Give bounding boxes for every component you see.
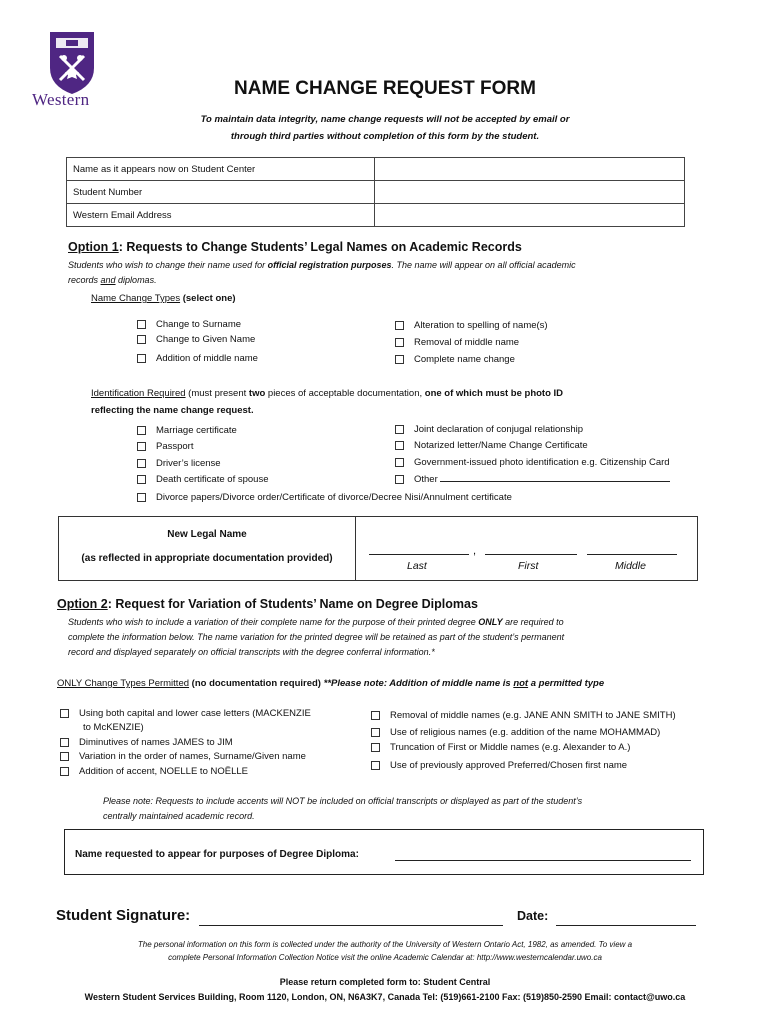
checkbox-icon[interactable] (395, 338, 404, 347)
type-complete-change[interactable]: Complete name change (395, 354, 515, 365)
type-change-surname[interactable]: Change to Surname (137, 319, 241, 330)
form-title: NAME CHANGE REQUEST FORM (234, 78, 536, 99)
other-field[interactable] (440, 481, 670, 482)
variation-accent[interactable]: Addition of accent, NOELLE to NOËLLE (60, 766, 248, 777)
diploma-name-field[interactable] (395, 848, 691, 861)
diploma-name-label: Name requested to appear for purposes of Degree Diploma: (75, 849, 359, 860)
return-instructions: Please return completed form to: Student Central (279, 977, 491, 987)
checkbox-icon[interactable] (137, 442, 146, 451)
checkbox-icon[interactable] (395, 355, 404, 364)
checkbox-icon[interactable] (395, 441, 404, 450)
first-name-line[interactable] (485, 543, 577, 555)
signature-field[interactable] (199, 909, 503, 926)
variation-capital-letters-cont: to McKENZIE) (83, 722, 144, 733)
current-name-field[interactable] (375, 158, 685, 181)
type-change-given-name[interactable]: Change to Given Name (137, 334, 255, 345)
checkbox-icon[interactable] (371, 711, 380, 720)
doc-death-certificate[interactable]: Death certificate of spouse (137, 474, 268, 485)
intro-line-1: To maintain data integrity, name change requests will not be accepted by email or (200, 114, 570, 125)
variation-religious[interactable]: Use of religious names (e.g. addition of the name MOHAMMAD) (371, 727, 660, 738)
checkbox-icon[interactable] (395, 321, 404, 330)
email-field[interactable] (375, 204, 685, 227)
email-label: Western Email Address (67, 204, 375, 227)
variation-preferred[interactable]: Use of previously approved Preferred/Chosen first name (371, 760, 627, 771)
last-label: Last (407, 560, 427, 572)
checkbox-icon[interactable] (371, 761, 380, 770)
checkbox-icon[interactable] (60, 709, 69, 718)
name-separator: , (473, 545, 477, 557)
doc-drivers-license[interactable]: Driver’s license (137, 458, 221, 469)
checkbox-icon[interactable] (60, 767, 69, 776)
doc-joint-declaration[interactable]: Joint declaration of conjugal relationship (395, 424, 583, 435)
checkbox-icon[interactable] (395, 425, 404, 434)
variation-truncation[interactable]: Truncation of First or Middle names (e.g. Alexander to A.) (371, 742, 630, 753)
contact-address: Western Student Services Building, Room 1120, London, ON, N6A3K7, Canada Tel: (519)661-2100 Fax: (519)850-2590 Email: contact@uwo.ca (84, 992, 686, 1002)
new-legal-name-label: New Legal Name (167, 529, 247, 540)
checkbox-icon[interactable] (371, 743, 380, 752)
checkbox-icon[interactable] (371, 728, 380, 737)
current-name-label: Name as it appears now on Student Center (67, 158, 375, 181)
option2-heading: Option 2: Request for Variation of Students’ Name on Degree Diplomas (57, 597, 478, 611)
date-label: Date: (517, 909, 549, 923)
type-alter-spelling[interactable]: Alteration to spelling of name(s) (395, 320, 548, 331)
middle-name-line[interactable] (587, 543, 677, 555)
checkbox-icon[interactable] (395, 458, 404, 467)
privacy-notice: The personal information on this form is collected under the authority of the University of Western Ontario Act, 1982, as amended. To view a complete Personal Information Collection Notice visit the online Academic Calendar at: http://www.westerncalendar.uwo.ca (137, 940, 633, 962)
doc-government-photo-id[interactable]: Government-issued photo identification e.g. Citizenship Card (395, 457, 670, 468)
doc-notarized-letter[interactable]: Notarized letter/Name Change Certificate (395, 440, 588, 451)
first-label: First (518, 560, 539, 572)
checkbox-icon[interactable] (137, 335, 146, 344)
accent-note: Please note: Requests to include accents will NOT be included on official transcripts or displayed as part of the student’s centrally maintained academic record. (103, 796, 583, 821)
checkbox-icon[interactable] (137, 320, 146, 329)
checkbox-icon[interactable] (137, 459, 146, 468)
type-add-middle-name[interactable]: Addition of middle name (137, 353, 258, 364)
student-info-table (66, 157, 685, 227)
option1-heading: Option 1: Requests to Change Students’ Legal Names on Academic Records (68, 240, 522, 254)
checkbox-icon[interactable] (60, 752, 69, 761)
checkbox-icon[interactable] (137, 475, 146, 484)
logo-wordmark: Western (32, 90, 90, 109)
doc-divorce-papers[interactable]: Divorce papers/Divorce order/Certificate of divorce/Decree Nisi/Annulment certificate (137, 492, 512, 503)
signature-label: Student Signature: (56, 907, 191, 924)
name-change-types-label: Name Change Types (select one) (91, 293, 236, 304)
variation-diminutives[interactable]: Diminutives of names JAMES to JIM (60, 737, 233, 748)
doc-marriage-certificate[interactable]: Marriage certificate (137, 425, 237, 436)
doc-passport[interactable]: Passport (137, 441, 194, 452)
checkbox-icon[interactable] (60, 738, 69, 747)
last-name-line[interactable] (369, 543, 469, 555)
variation-order[interactable]: Variation in the order of names, Surname/Given name (60, 751, 306, 762)
checkbox-icon[interactable] (137, 426, 146, 435)
diploma-name-box (64, 829, 704, 875)
type-remove-middle-name[interactable]: Removal of middle name (395, 337, 519, 348)
date-field[interactable] (556, 909, 696, 926)
intro-line-2: through third parties without completion of this form by the student. (230, 131, 540, 142)
checkbox-icon[interactable] (137, 354, 146, 363)
new-legal-name-box (58, 516, 698, 581)
student-number-label: Student Number (67, 181, 375, 204)
checkbox-icon[interactable] (137, 493, 146, 502)
permitted-types-label: ONLY Change Types Permitted (no documentation required) **Please note: Addition of middle name is not a permitted type (57, 678, 605, 689)
option2-description: Students who wish to include a variation of their complete name for the purpose of their printed degree ONLY are required to complete the information below. The name variation for the printed degree will be retained as part of the student’s permanent record and displayed separately on official transcripts with the degree conferral information.* (68, 617, 565, 657)
variation-remove-middle[interactable]: Removal of middle names (e.g. JANE ANN SMITH to JANE SMITH) (371, 710, 676, 721)
option1-description: Students who wish to change their name used for official registration purposes. The name will appear on all official academic records and diplomas. (68, 260, 576, 285)
new-legal-name-sublabel: (as reflected in appropriate documentation provided) (81, 553, 333, 564)
doc-other[interactable]: Other (395, 474, 670, 485)
student-number-field[interactable] (375, 181, 685, 204)
checkbox-icon[interactable] (395, 475, 404, 484)
variation-capital-letters[interactable]: Using both capital and lower case letters (MACKENZIE (60, 708, 311, 719)
identification-required: Identification Required (must present two pieces of acceptable documentation, one of which must be photo ID reflecting the name change request. (91, 388, 564, 416)
middle-label: Middle (615, 560, 646, 572)
